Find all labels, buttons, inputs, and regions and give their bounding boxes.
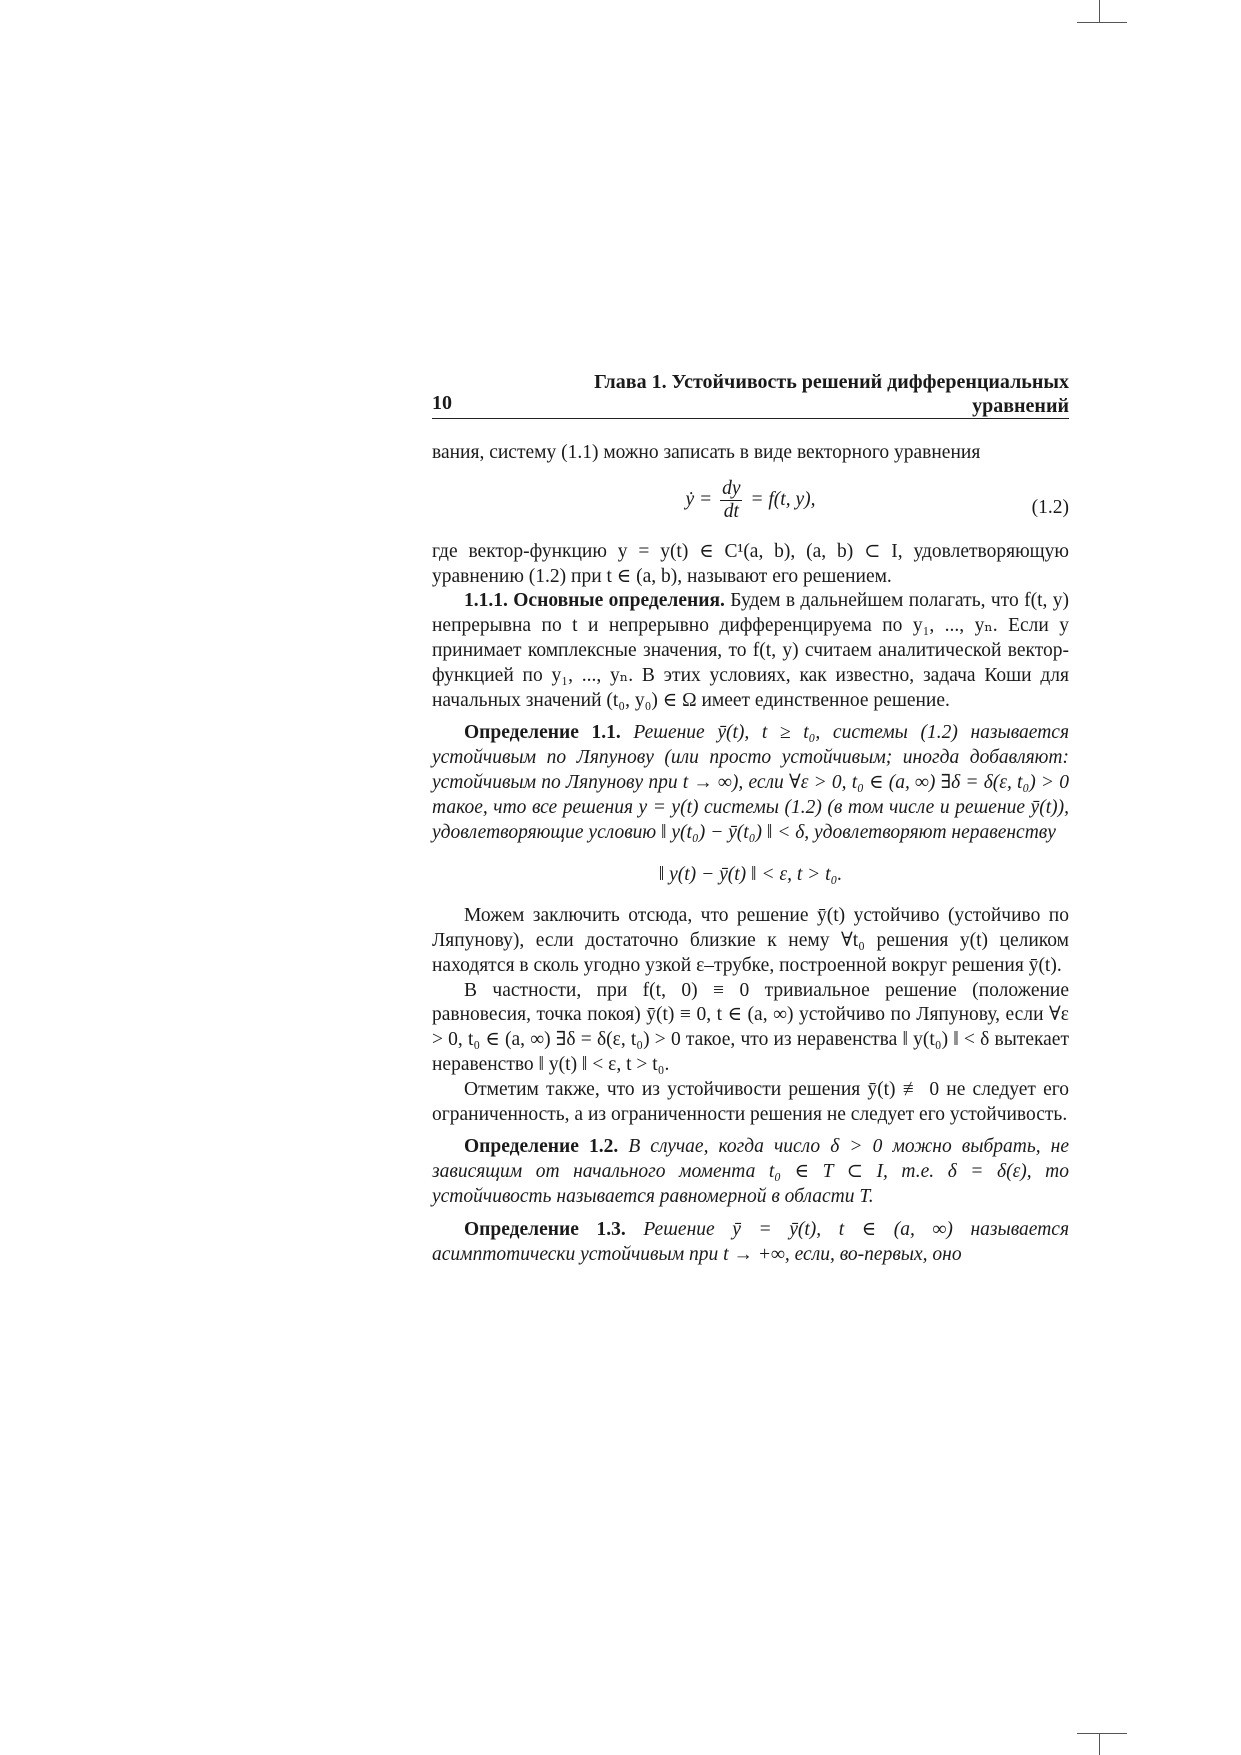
eq-lhs: ẏ = <box>685 488 713 510</box>
definition-1-1-heading: Определение 1.1. <box>464 722 621 744</box>
definition-1-1 <box>432 721 1069 845</box>
chapter-title-line2: уравнений <box>972 395 1069 417</box>
crop-mark-bottom-horizontal <box>1077 1733 1127 1734</box>
chapter-title <box>594 370 1069 418</box>
definition-1-3-text: Решение ȳ = ȳ(t), t ∈ (a, ∞) называется асимптотически устойчивым при t → +∞, если, во-первых, оно <box>432 1218 1070 1265</box>
definition-1-2-text: В случае, когда число δ > 0 можно выбрать, не зависящим от начального момента t₀ ∈ T ⊂ I, т.е. δ = δ(ε), то устойчивость называется равномерной в области T. <box>432 1136 1070 1207</box>
equation-number: (1.2) <box>1031 496 1069 518</box>
eq-fraction <box>720 478 742 523</box>
book-page <box>432 370 1069 1267</box>
definition-1-2-heading: Определение 1.2. <box>464 1136 619 1158</box>
section-heading: 1.1.1. Основные определения. <box>464 590 725 612</box>
crop-mark-top-horizontal <box>1077 22 1127 23</box>
paragraph-trivial-solution: В частности, при f(t, 0) ≡ 0 тривиальное решение (положение равновесия, точка покоя) ȳ(t) ≡ 0, t ∈ (a, ∞) устойчиво по Ляпунову, если ∀ε > 0, t₀ ∈ (a, ∞) ∃δ = δ(ε, t₀) > 0 такое, что из неравенства ‖ y(t₀) ‖ < δ вытекает неравенство ‖ y(t) ‖ < ε, t > t₀. <box>432 979 1069 1075</box>
section-1-1-1 <box>432 589 1069 713</box>
eq-rhs: = f(t, y), <box>750 488 816 510</box>
definition-1-3-heading: Определение 1.3. <box>464 1218 626 1240</box>
page-number: 10 <box>432 392 452 415</box>
paragraph-definition-solution: где вектор-функцию y = y(t) ∈ C¹(a, b), (a, b) ⊂ I, удовлетворяющую уравнению (1.2) при t ∈ (a, b), называют его решением. <box>432 540 1069 587</box>
equation-1-2 <box>432 478 1069 540</box>
running-header <box>432 370 1069 419</box>
definition-1-3 <box>432 1218 1069 1268</box>
definition-1-1-text: Решение ȳ(t), t ≥ t₀, системы (1.2) называется устойчивым по Ляпунову (или просто устойчивым; иногда добавляют: устойчивым по Ляпунову при t → ∞), если ∀ε > 0, t₀ ∈ (a, ∞) ∃δ = δ(ε, t₀) > 0 такое, что все решения y = y(t) системы (1.2) (в том числе и решение ȳ(t)), удовлетворяющие условию ‖ y(t₀) − ȳ(t₀) ‖ < δ, удовлетворяют неравенству <box>432 722 1070 843</box>
eq-numerator: dy <box>722 477 741 499</box>
crop-mark-bottom-vertical <box>1099 1733 1100 1755</box>
section-text: Будем в дальнейшем полагать, что f(t, y) непрерывна по t и непрерывно дифференцируема по y₁, ..., yₙ. Если y принимает комплексные значения, то f(t, y) считаем аналитической вектор-функцией по y₁, ..., yₙ. В этих условиях, как известно, задача Коши для начальных значений (t₀, y₀) ∈ Ω имеет единственное решение. <box>432 590 1069 711</box>
chapter-title-line1: Глава 1. Устойчивость решений дифференциальных <box>594 371 1069 393</box>
crop-mark-top-vertical <box>1099 0 1100 22</box>
paragraph-boundedness: Отметим также, что из устойчивости решения ȳ(t) ≢ 0 не следует его ограниченность, а из ограниченности решения не следует его устойчивость. <box>432 1078 1069 1125</box>
eq-denominator: dt <box>723 500 739 522</box>
paragraph-intro: вания, систему (1.1) можно записать в виде векторного уравнения <box>432 442 981 463</box>
definition-1-2 <box>432 1135 1069 1209</box>
paragraph-conclusion: Можем заключить отсюда, что решение ȳ(t) устойчиво (устойчиво по Ляпунову), если достаточно близкие к нему ∀t₀ решения y(t) целиком находятся в сколь угодно узкой ε–трубке, построенной вокруг решения ȳ(t). <box>432 905 1069 976</box>
inequality-equation: ‖ y(t) − ȳ(t) ‖ < ε, t > t₀. <box>658 864 843 886</box>
